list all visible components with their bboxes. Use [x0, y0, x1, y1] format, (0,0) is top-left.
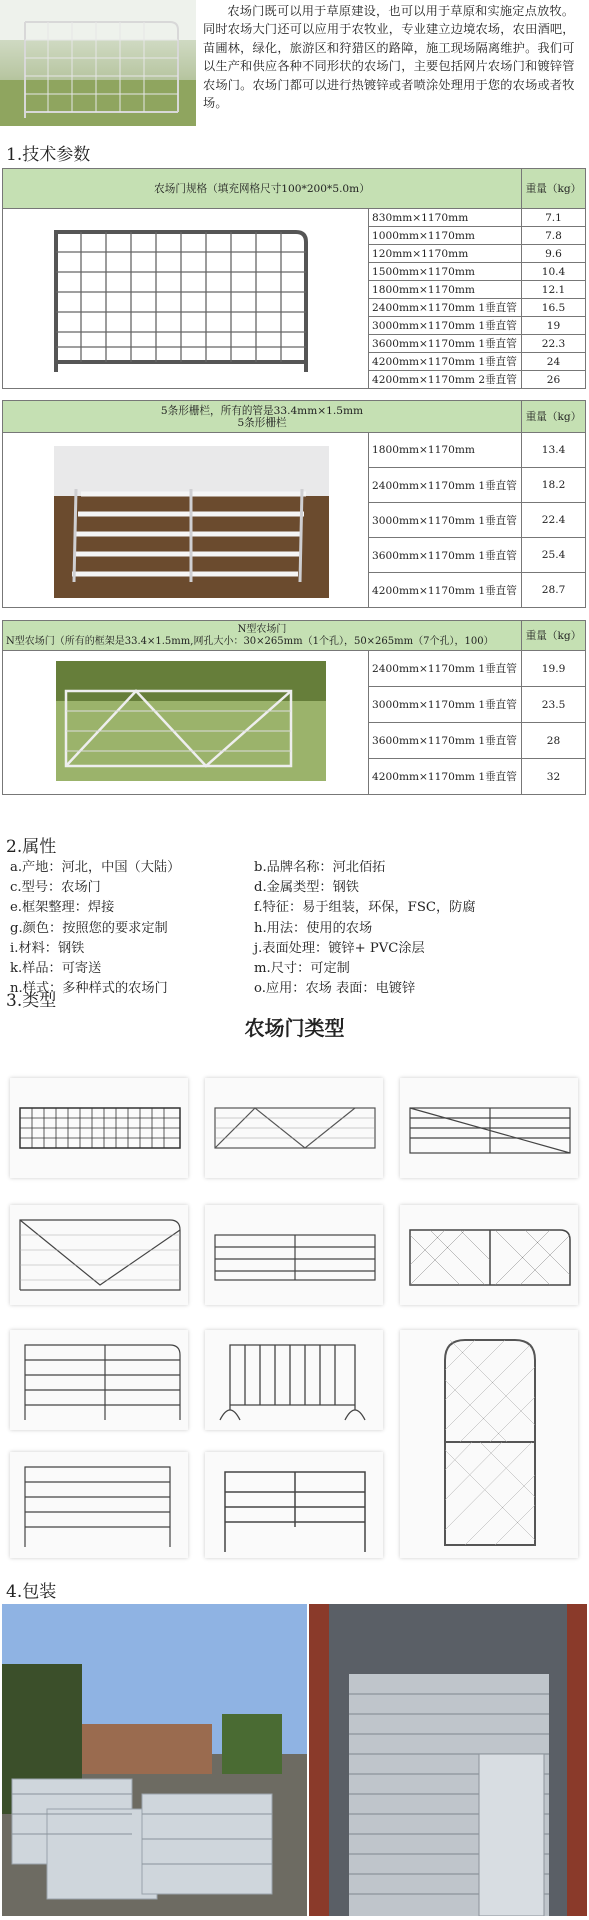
table3-size: 3600mm×1170mm 1垂直管 [369, 723, 522, 759]
attribute-row [10, 898, 570, 918]
table1-size: 4200mm×1170mm 2垂直管 [369, 371, 522, 389]
attribute-row [10, 858, 570, 878]
intro-farm-gate-photo [0, 0, 196, 126]
table1-size: 120mm×1170mm [369, 245, 522, 263]
types-heading: 农场门类型 [244, 1016, 345, 1040]
section-title-types: 3.类型 [6, 991, 57, 1011]
gate-type-diagonal [400, 1078, 578, 1178]
table1-weight-header: 重量（kg） [522, 169, 586, 209]
table2-header-line1: 5条形栅栏，所有的管是33.4mm×1.5mm [160, 404, 364, 417]
table1-image-cell [3, 209, 369, 389]
table1-weight: 7.8 [522, 227, 586, 245]
gate-type-tall-door [400, 1330, 578, 1558]
table3-size: 2400mm×1170mm 1垂直管 [369, 651, 522, 687]
table1-weight: 7.1 [522, 209, 586, 227]
table1-weight: 9.6 [522, 245, 586, 263]
table1-weight: 24 [522, 353, 586, 371]
attribute-item: e.框架整理：焊接 [10, 900, 115, 916]
table2-size: 3600mm×1170mm 1垂直管 [369, 538, 522, 573]
table1-size: 1000mm×1170mm [369, 227, 522, 245]
spec-table-mesh-gate [2, 168, 586, 389]
attribute-item: f.特征：易于组装，环保，FSC，防腐 [254, 900, 476, 916]
table3-header-line2: N型农场门（所有的框架是33.4×1.5mm,网孔大小：30×265mm（1个孔），50×265mm（7个孔），100） [6, 635, 494, 647]
attribute-item: g.颜色：按照您的要求定制 [10, 920, 168, 936]
section-title-attributes: 2.属性 [6, 837, 57, 857]
table1-size: 3000mm×1170mm 1垂直管 [369, 317, 522, 335]
gate-type-panel [10, 1330, 188, 1430]
attribute-item: k.样品：可寄送 [10, 961, 102, 977]
table3-header [3, 621, 522, 651]
attribute-item: n.样式：多种样式的农场门 [10, 981, 168, 997]
attribute-row [10, 878, 570, 898]
table2-weight-header: 重量（kg） [522, 401, 586, 433]
table1-header: 农场门规格（填充网格尺寸100*200*5.0m） [3, 169, 522, 209]
attribute-item: o.应用：农场 表面：电镀锌 [254, 981, 416, 997]
table1-size: 830mm×1170mm [369, 209, 522, 227]
spec-table-5-bar-fence [2, 400, 586, 608]
gate-type-chain-link [400, 1205, 578, 1305]
table1-size: 2400mm×1170mm 1垂直管 [369, 299, 522, 317]
gate-type-cattle-panel [205, 1452, 383, 1558]
table2-weight: 25.4 [522, 538, 586, 573]
attribute-item: h.用法：使用的农场 [254, 920, 373, 936]
mesh-gate-drawing [6, 212, 366, 382]
table2-weight: 22.4 [522, 503, 586, 538]
attribute-item: m.尺寸：可定制 [254, 961, 350, 977]
table1-size: 3600mm×1170mm 1垂直管 [369, 335, 522, 353]
spec-table-n-type-gate [2, 620, 586, 795]
attribute-row [10, 959, 570, 979]
table2-size: 3000mm×1170mm 1垂直管 [369, 503, 522, 538]
table3-weight-header: 重量（kg） [522, 621, 586, 651]
attribute-item: d.金属类型：钢铁 [254, 880, 359, 896]
intro-paragraph: 农场门既可以用于草原建设，也可以用于草原和实施定点放牧。同时农场大门还可以应用于农牧业，专业建立边境农场，农田酒吧，苗圃林，绿化，旅游区和狩猎区的路障，施工现场隔离维护。我们可以生产和供应各种不同形状的农场门，主要包括网片农场门和镀锌管农场门。农场门都可以进行热镀锌或者喷涂处理用于您的农场或者牧场。 [203, 4, 575, 111]
gate-type-livestock-panel [10, 1452, 188, 1558]
attribute-item: c.型号：农场门 [10, 880, 101, 896]
table2-weight: 13.4 [522, 433, 586, 468]
section-title-specs: 1.技术参数 [6, 145, 91, 165]
table1-weight: 26 [522, 371, 586, 389]
table2-weight: 28.7 [522, 573, 586, 608]
section-title-packaging: 4.包装 [6, 1582, 57, 1602]
table1-weight: 22.3 [522, 335, 586, 353]
attribute-row [10, 919, 570, 939]
attribute-item: b.品牌名称：河北佰拓 [254, 860, 386, 875]
gate-type-mesh [10, 1078, 188, 1178]
table3-header-line1: N型农场门 [237, 623, 287, 635]
table1-size: 4200mm×1170mm 1垂直管 [369, 353, 522, 371]
gate-type-crowd-barrier [205, 1330, 383, 1430]
packaging-photo-yard [2, 1604, 307, 1916]
attribute-item: a.产地：河北，中国（大陆） [10, 860, 181, 875]
table1-weight: 12.1 [522, 281, 586, 299]
n-type-gate-photo [6, 651, 366, 791]
table3-weight: 23.5 [522, 687, 586, 723]
attribute-item: j.表面处理：镀锌+ PVC涂层 [254, 940, 425, 956]
table2-image-cell [3, 433, 369, 608]
gate-type-bar [205, 1205, 383, 1305]
attribute-row [10, 939, 570, 959]
gate-type-n-mesh [205, 1078, 383, 1178]
attribute-list [10, 858, 570, 999]
table2-header-line2: 5条形栅栏 [237, 416, 287, 429]
attribute-row [10, 979, 570, 999]
table2-size: 1800mm×1170mm [369, 433, 522, 468]
table3-weight: 32 [522, 759, 586, 795]
table3-image-cell [3, 651, 369, 795]
table1-weight: 19 [522, 317, 586, 335]
table3-size: 3000mm×1170mm 1垂直管 [369, 687, 522, 723]
table1-size: 1800mm×1170mm [369, 281, 522, 299]
gate-type-n-mesh-arched [10, 1205, 188, 1305]
table3-size: 4200mm×1170mm 1垂直管 [369, 759, 522, 795]
table2-size: 4200mm×1170mm 1垂直管 [369, 573, 522, 608]
table3-weight: 19.9 [522, 651, 586, 687]
table1-weight: 10.4 [522, 263, 586, 281]
packaging-photo-container [309, 1604, 587, 1916]
5-bar-fence-photo [6, 434, 366, 604]
table2-size: 2400mm×1170mm 1垂直管 [369, 468, 522, 503]
table1-size: 1500mm×1170mm [369, 263, 522, 281]
attribute-item: i.材料：钢铁 [10, 940, 85, 956]
table2-header [3, 401, 522, 433]
table3-weight: 28 [522, 723, 586, 759]
table2-weight: 18.2 [522, 468, 586, 503]
table1-weight: 16.5 [522, 299, 586, 317]
